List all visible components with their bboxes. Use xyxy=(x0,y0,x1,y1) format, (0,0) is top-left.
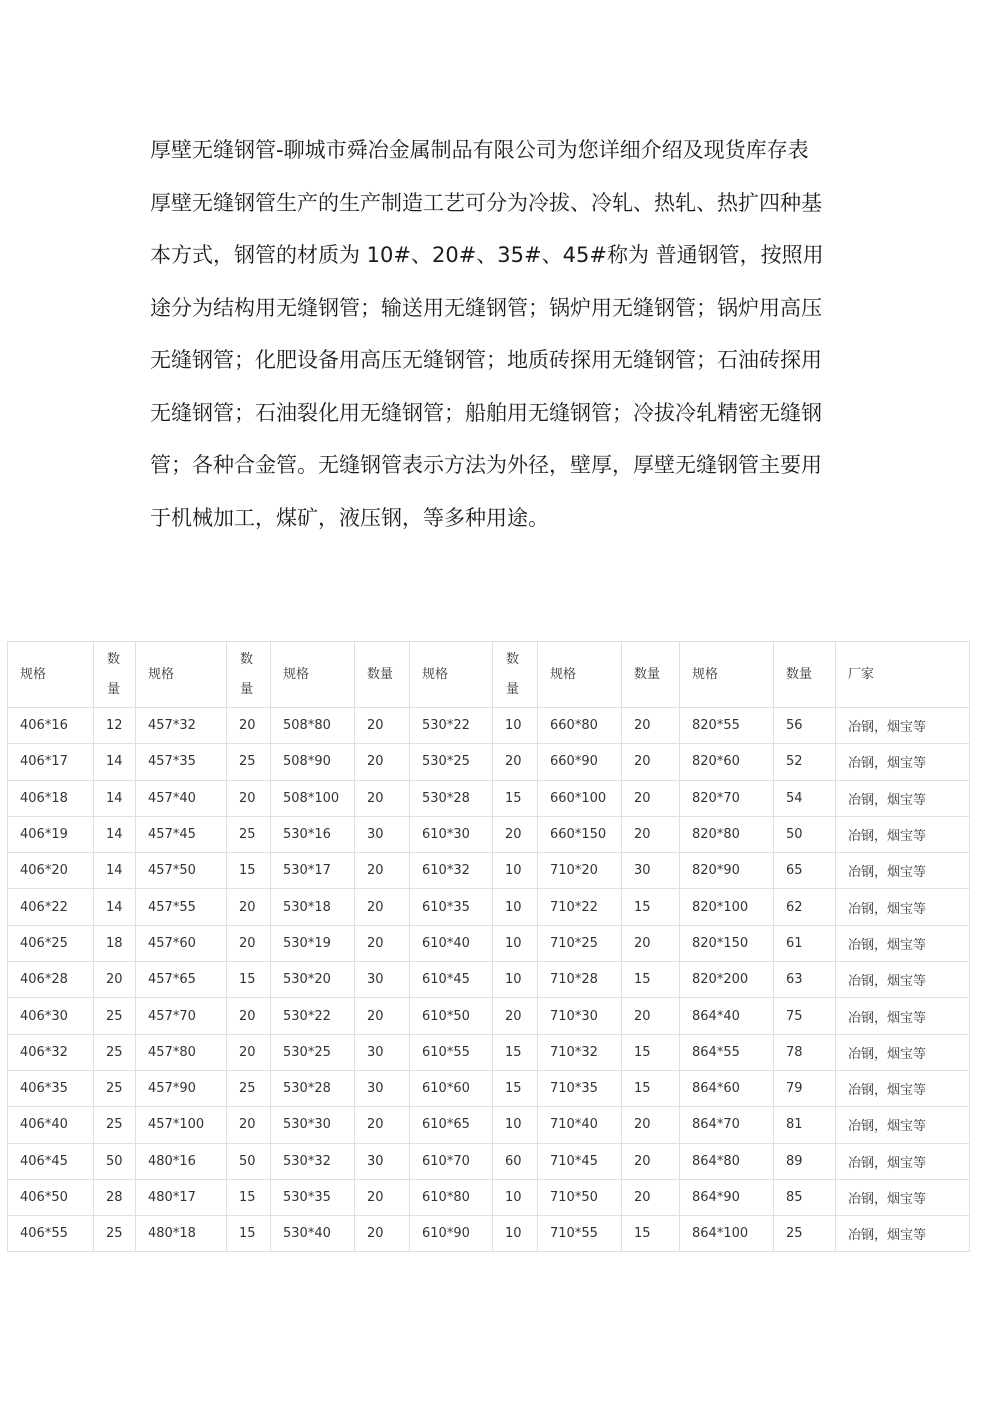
spec-cell: 406*35 xyxy=(8,1070,94,1106)
spec-cell: 710*55 xyxy=(538,1216,622,1252)
qty-cell: 30 xyxy=(355,1034,410,1070)
table-row xyxy=(8,1179,970,1215)
spec-cell: 457*32 xyxy=(136,708,227,744)
spec-cell: 530*19 xyxy=(271,925,355,961)
spec-cell: 457*35 xyxy=(136,744,227,780)
spec-cell: 457*90 xyxy=(136,1070,227,1106)
qty-cell: 20 xyxy=(355,1179,410,1215)
table-row xyxy=(8,1216,970,1252)
qty-cell: 20 xyxy=(227,1034,271,1070)
spec-cell: 660*80 xyxy=(538,708,622,744)
article xyxy=(150,124,840,544)
table-row xyxy=(8,962,970,998)
qty-cell: 14 xyxy=(94,816,136,852)
qty-cell: 25 xyxy=(774,1216,836,1252)
header-spec-1: 规格 xyxy=(8,642,94,708)
spec-cell: 864*80 xyxy=(680,1143,774,1179)
qty-cell: 14 xyxy=(94,889,136,925)
spec-cell: 406*50 xyxy=(8,1179,94,1215)
spec-cell: 820*90 xyxy=(680,853,774,889)
qty-cell: 20 xyxy=(94,962,136,998)
table-row xyxy=(8,1143,970,1179)
spec-cell: 457*70 xyxy=(136,998,227,1034)
qty-cell: 50 xyxy=(227,1143,271,1179)
spec-cell: 610*30 xyxy=(410,816,493,852)
qty-cell: 15 xyxy=(493,780,538,816)
spec-cell: 660*100 xyxy=(538,780,622,816)
qty-cell: 25 xyxy=(227,744,271,780)
qty-cell: 20 xyxy=(227,1107,271,1143)
table-row xyxy=(8,925,970,961)
qty-cell: 15 xyxy=(227,1179,271,1215)
spec-cell: 530*40 xyxy=(271,1216,355,1252)
spec-cell: 864*70 xyxy=(680,1107,774,1143)
manufacturer-cell: 冶钢，烟宝等 xyxy=(836,998,970,1034)
spec-cell: 610*70 xyxy=(410,1143,493,1179)
qty-cell: 20 xyxy=(227,925,271,961)
qty-cell: 15 xyxy=(622,962,680,998)
spec-cell: 710*22 xyxy=(538,889,622,925)
table-row xyxy=(8,744,970,780)
header-qty-4: 数量 xyxy=(493,642,538,708)
table-row xyxy=(8,1034,970,1070)
spec-cell: 508*80 xyxy=(271,708,355,744)
qty-cell: 10 xyxy=(493,925,538,961)
qty-cell: 20 xyxy=(622,1143,680,1179)
table-row xyxy=(8,889,970,925)
header-qty-1: 数量 xyxy=(94,642,136,708)
spec-cell: 530*35 xyxy=(271,1179,355,1215)
qty-cell: 56 xyxy=(774,708,836,744)
spec-cell: 457*45 xyxy=(136,816,227,852)
spec-cell: 508*90 xyxy=(271,744,355,780)
spec-cell: 710*35 xyxy=(538,1070,622,1106)
qty-cell: 20 xyxy=(355,744,410,780)
qty-cell: 20 xyxy=(622,744,680,780)
qty-cell: 20 xyxy=(622,1107,680,1143)
spec-cell: 480*16 xyxy=(136,1143,227,1179)
header-manufacturer: 厂家 xyxy=(836,642,970,708)
qty-cell: 14 xyxy=(94,744,136,780)
manufacturer-cell: 冶钢，烟宝等 xyxy=(836,1179,970,1215)
spec-cell: 864*60 xyxy=(680,1070,774,1106)
spec-cell: 406*22 xyxy=(8,889,94,925)
qty-cell: 20 xyxy=(622,780,680,816)
spec-cell: 820*80 xyxy=(680,816,774,852)
spec-cell: 480*17 xyxy=(136,1179,227,1215)
qty-cell: 15 xyxy=(493,1070,538,1106)
spec-cell: 610*50 xyxy=(410,998,493,1034)
qty-cell: 20 xyxy=(622,1179,680,1215)
manufacturer-cell: 冶钢，烟宝等 xyxy=(836,962,970,998)
spec-cell: 820*100 xyxy=(680,889,774,925)
spec-cell: 660*150 xyxy=(538,816,622,852)
spec-cell: 710*20 xyxy=(538,853,622,889)
qty-cell: 15 xyxy=(622,889,680,925)
spec-cell: 530*32 xyxy=(271,1143,355,1179)
spec-cell: 864*40 xyxy=(680,998,774,1034)
qty-cell: 20 xyxy=(622,998,680,1034)
spec-cell: 610*65 xyxy=(410,1107,493,1143)
spec-cell: 457*100 xyxy=(136,1107,227,1143)
qty-cell: 20 xyxy=(493,816,538,852)
qty-cell: 20 xyxy=(355,1216,410,1252)
spec-cell: 406*45 xyxy=(8,1143,94,1179)
spec-cell: 610*90 xyxy=(410,1216,493,1252)
qty-cell: 20 xyxy=(355,708,410,744)
spec-cell: 530*17 xyxy=(271,853,355,889)
spec-cell: 710*28 xyxy=(538,962,622,998)
spec-cell: 406*20 xyxy=(8,853,94,889)
qty-cell: 10 xyxy=(493,1179,538,1215)
manufacturer-cell: 冶钢，烟宝等 xyxy=(836,816,970,852)
manufacturer-cell: 冶钢，烟宝等 xyxy=(836,1216,970,1252)
spec-cell: 406*40 xyxy=(8,1107,94,1143)
qty-cell: 20 xyxy=(355,780,410,816)
qty-cell: 54 xyxy=(774,780,836,816)
qty-cell: 20 xyxy=(227,889,271,925)
article-title: 厚壁无缝钢管-聊城市舜冶金属制品有限公司为您详细介绍及现货库存表 xyxy=(150,138,809,162)
qty-cell: 20 xyxy=(227,998,271,1034)
spec-cell: 457*60 xyxy=(136,925,227,961)
qty-cell: 75 xyxy=(774,998,836,1034)
header-spec-6: 规格 xyxy=(680,642,774,708)
table-row xyxy=(8,1107,970,1143)
header-qty-6: 数量 xyxy=(774,642,836,708)
qty-cell: 15 xyxy=(227,853,271,889)
spec-cell: 610*35 xyxy=(410,889,493,925)
qty-cell: 20 xyxy=(355,998,410,1034)
qty-cell: 20 xyxy=(622,816,680,852)
header-qty-5: 数量 xyxy=(622,642,680,708)
header-spec-2: 规格 xyxy=(136,642,227,708)
spec-cell: 530*22 xyxy=(410,708,493,744)
spec-cell: 406*28 xyxy=(8,962,94,998)
qty-cell: 15 xyxy=(622,1034,680,1070)
spec-cell: 864*100 xyxy=(680,1216,774,1252)
qty-cell: 12 xyxy=(94,708,136,744)
spec-cell: 530*20 xyxy=(271,962,355,998)
spec-cell: 864*55 xyxy=(680,1034,774,1070)
qty-cell: 78 xyxy=(774,1034,836,1070)
qty-cell: 25 xyxy=(94,1216,136,1252)
qty-cell: 20 xyxy=(355,889,410,925)
spec-cell: 820*150 xyxy=(680,925,774,961)
qty-cell: 18 xyxy=(94,925,136,961)
qty-cell: 10 xyxy=(493,708,538,744)
spec-cell: 457*40 xyxy=(136,780,227,816)
qty-cell: 25 xyxy=(94,998,136,1034)
spec-cell: 406*55 xyxy=(8,1216,94,1252)
qty-cell: 10 xyxy=(493,962,538,998)
spec-cell: 406*25 xyxy=(8,925,94,961)
qty-cell: 61 xyxy=(774,925,836,961)
spec-cell: 457*50 xyxy=(136,853,227,889)
qty-cell: 30 xyxy=(622,853,680,889)
qty-cell: 25 xyxy=(94,1107,136,1143)
manufacturer-cell: 冶钢，烟宝等 xyxy=(836,925,970,961)
spec-cell: 710*32 xyxy=(538,1034,622,1070)
table-row xyxy=(8,853,970,889)
qty-cell: 10 xyxy=(493,853,538,889)
spec-cell: 457*80 xyxy=(136,1034,227,1070)
spec-cell: 457*55 xyxy=(136,889,227,925)
qty-cell: 20 xyxy=(493,744,538,780)
header-spec-3: 规格 xyxy=(271,642,355,708)
qty-cell: 20 xyxy=(622,708,680,744)
qty-cell: 30 xyxy=(355,1070,410,1106)
manufacturer-cell: 冶钢，烟宝等 xyxy=(836,853,970,889)
qty-cell: 10 xyxy=(493,889,538,925)
qty-cell: 28 xyxy=(94,1179,136,1215)
qty-cell: 20 xyxy=(622,925,680,961)
spec-cell: 710*40 xyxy=(538,1107,622,1143)
qty-cell: 25 xyxy=(94,1034,136,1070)
spec-cell: 610*40 xyxy=(410,925,493,961)
header-qty-2: 数量 xyxy=(227,642,271,708)
qty-cell: 10 xyxy=(493,1216,538,1252)
table-row xyxy=(8,998,970,1034)
spec-cell: 820*70 xyxy=(680,780,774,816)
spec-cell: 610*55 xyxy=(410,1034,493,1070)
spec-cell: 406*19 xyxy=(8,816,94,852)
qty-cell: 62 xyxy=(774,889,836,925)
qty-cell: 20 xyxy=(227,780,271,816)
manufacturer-cell: 冶钢，烟宝等 xyxy=(836,889,970,925)
spec-cell: 530*22 xyxy=(271,998,355,1034)
header-spec-5: 规格 xyxy=(538,642,622,708)
qty-cell: 81 xyxy=(774,1107,836,1143)
spec-cell: 820*200 xyxy=(680,962,774,998)
article-body: 厚壁无缝钢管生产的生产制造工艺可分为冷拔、冷轧、热轧、热扩四种基本方式，钢管的材质为 10#、20#、35#、45#称为 普通钢管，按照用途分为结构用无缝钢管；输送用无缝钢管；锅炉用无缝钢管；锅炉用高压无缝钢管；化肥设备用高压无缝钢管；地质砖探用无缝钢管；石油砖探用无缝钢管；石油裂化用无缝钢管；船舶用无缝钢管；冷拔冷轧精密无缝钢管；各种合金管。无缝钢管表示方法为外径，壁厚，厚壁无缝钢管主要用于机械加工，煤矿，液压钢，等多种用途。 xyxy=(150,190,824,530)
manufacturer-cell: 冶钢，烟宝等 xyxy=(836,1070,970,1106)
qty-cell: 50 xyxy=(774,816,836,852)
manufacturer-cell: 冶钢，烟宝等 xyxy=(836,1107,970,1143)
table-row xyxy=(8,816,970,852)
table-row xyxy=(8,1070,970,1106)
spec-cell: 864*90 xyxy=(680,1179,774,1215)
header-spec-4: 规格 xyxy=(410,642,493,708)
spec-cell: 610*32 xyxy=(410,853,493,889)
spec-cell: 610*80 xyxy=(410,1179,493,1215)
spec-cell: 530*28 xyxy=(410,780,493,816)
manufacturer-cell: 冶钢，烟宝等 xyxy=(836,708,970,744)
spec-cell: 530*28 xyxy=(271,1070,355,1106)
qty-cell: 79 xyxy=(774,1070,836,1106)
qty-cell: 30 xyxy=(355,1143,410,1179)
spec-cell: 610*60 xyxy=(410,1070,493,1106)
qty-cell: 15 xyxy=(622,1070,680,1106)
qty-cell: 20 xyxy=(355,853,410,889)
qty-cell: 25 xyxy=(227,1070,271,1106)
qty-cell: 89 xyxy=(774,1143,836,1179)
spec-cell: 820*55 xyxy=(680,708,774,744)
qty-cell: 85 xyxy=(774,1179,836,1215)
qty-cell: 25 xyxy=(94,1070,136,1106)
qty-cell: 63 xyxy=(774,962,836,998)
qty-cell: 60 xyxy=(493,1143,538,1179)
manufacturer-cell: 冶钢，烟宝等 xyxy=(836,1034,970,1070)
spec-cell: 710*50 xyxy=(538,1179,622,1215)
qty-cell: 15 xyxy=(227,962,271,998)
qty-cell: 15 xyxy=(622,1216,680,1252)
manufacturer-cell: 冶钢，烟宝等 xyxy=(836,1143,970,1179)
spec-cell: 530*30 xyxy=(271,1107,355,1143)
qty-cell: 20 xyxy=(493,998,538,1034)
table-header-row xyxy=(8,642,970,708)
qty-cell: 30 xyxy=(355,816,410,852)
spec-cell: 530*18 xyxy=(271,889,355,925)
spec-cell: 530*25 xyxy=(271,1034,355,1070)
spec-cell: 530*25 xyxy=(410,744,493,780)
table-row xyxy=(8,708,970,744)
spec-cell: 406*30 xyxy=(8,998,94,1034)
table-body xyxy=(8,708,970,1252)
qty-cell: 52 xyxy=(774,744,836,780)
spec-cell: 406*18 xyxy=(8,780,94,816)
spec-cell: 406*17 xyxy=(8,744,94,780)
spec-cell: 710*30 xyxy=(538,998,622,1034)
qty-cell: 65 xyxy=(774,853,836,889)
qty-cell: 30 xyxy=(355,962,410,998)
spec-cell: 710*25 xyxy=(538,925,622,961)
qty-cell: 10 xyxy=(493,1107,538,1143)
table-row xyxy=(8,780,970,816)
qty-cell: 14 xyxy=(94,780,136,816)
spec-cell: 457*65 xyxy=(136,962,227,998)
manufacturer-cell: 冶钢，烟宝等 xyxy=(836,780,970,816)
spec-cell: 610*45 xyxy=(410,962,493,998)
spec-cell: 480*18 xyxy=(136,1216,227,1252)
spec-cell: 660*90 xyxy=(538,744,622,780)
spec-cell: 508*100 xyxy=(271,780,355,816)
spec-cell: 406*16 xyxy=(8,708,94,744)
manufacturer-cell: 冶钢，烟宝等 xyxy=(836,744,970,780)
qty-cell: 50 xyxy=(94,1143,136,1179)
spec-cell: 530*16 xyxy=(271,816,355,852)
stock-table xyxy=(7,641,970,1252)
spec-cell: 406*32 xyxy=(8,1034,94,1070)
qty-cell: 14 xyxy=(94,853,136,889)
qty-cell: 20 xyxy=(355,1107,410,1143)
qty-cell: 15 xyxy=(493,1034,538,1070)
qty-cell: 20 xyxy=(355,925,410,961)
qty-cell: 25 xyxy=(227,816,271,852)
header-qty-3: 数量 xyxy=(355,642,410,708)
spec-cell: 820*60 xyxy=(680,744,774,780)
spec-cell: 710*45 xyxy=(538,1143,622,1179)
qty-cell: 15 xyxy=(227,1216,271,1252)
qty-cell: 20 xyxy=(227,708,271,744)
